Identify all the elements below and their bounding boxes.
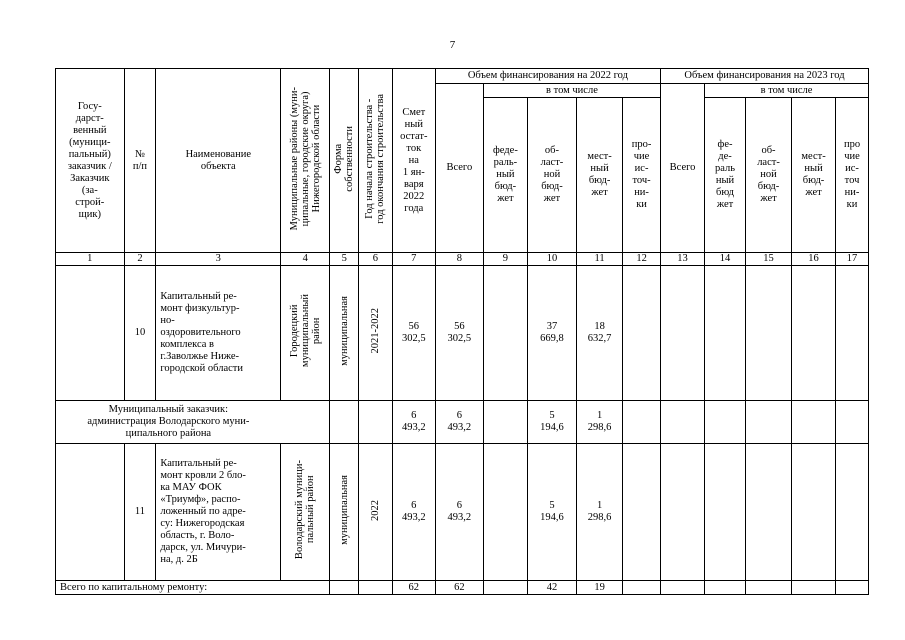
header-ownership: Форма собственности [330,69,359,253]
empty-cell [281,581,330,595]
years: 2021-2022 [359,266,393,401]
empty-cell [483,401,527,444]
total-2022-value: 6 493,2 [435,401,483,444]
local-2022-value: 1 298,6 [577,401,623,444]
totals-row [56,581,869,595]
col-num: 14 [705,253,746,266]
regional-2023-value [745,266,791,401]
total-2022-value: 56 302,5 [435,266,483,401]
col-num: 11 [577,253,623,266]
header-local-2023: мест- ный бюд- жет [792,98,836,253]
empty-cell [745,401,791,444]
table-row [56,266,869,401]
other-2023-value [836,444,869,581]
local-2023-value [792,444,836,581]
table-row [56,444,869,581]
total-2022-total: 62 [435,581,483,595]
col-num: 1 [56,253,125,266]
empty-cell [330,401,359,444]
remaining-total: 62 [392,581,435,595]
regional-2022-value: 37 669,8 [527,266,576,401]
col-num: 16 [792,253,836,266]
page-number: 7 [449,39,456,51]
header-fin-2022: Объем финансирования на 2022 год [435,69,660,84]
col-num: 10 [527,253,576,266]
header-total-2022: Всего [435,84,483,253]
col-num: 2 [124,253,156,266]
federal-2023-value [705,266,746,401]
district: Володарский муници- пальный район [281,444,330,581]
empty-cell [661,401,705,444]
other-2022-value [623,444,661,581]
header-other-2023: про чие ис- точ ни- ки [836,98,869,253]
capital-repair-table [55,68,869,595]
col-num: 5 [330,253,359,266]
local-2023-value [792,266,836,401]
empty-cell [705,581,746,595]
ownership: муниципальная [330,444,359,581]
header-district: Муниципальные районы (муни- ципальные, городские округа) Нижегородской области [281,69,330,253]
other-2023-value [836,266,869,401]
col-num: 8 [435,253,483,266]
header-years: Год начала строительства - год окончания строительства [359,69,393,253]
regional-2022-value: 5 194,6 [527,444,576,581]
header-federal-2023: фе- де- раль ный бюд жет [705,98,746,253]
local-2022-total: 19 [577,581,623,595]
empty-cell [792,581,836,595]
empty-cell [281,401,330,444]
empty-cell [792,401,836,444]
header-regional-2023: об- ласт- ной бюд- жет [745,98,791,253]
header-remaining: Смет ный остат- ток на 1 ян- варя 2022 года [392,69,435,253]
empty-cell [623,581,661,595]
regional-2022-value: 5 194,6 [527,401,576,444]
remaining-value: 6 493,2 [392,444,435,581]
col-num: 12 [623,253,661,266]
header-regional-2022: об- ласт- ной бюд- жет [527,98,576,253]
header-other-2022: про- чие ис- точ- ни- ки [623,98,661,253]
header-customer: Госу- дарст- венный (муници- пальный) заказчик / Заказчик (за- строй- щик) [56,69,125,253]
col-num: 17 [836,253,869,266]
header-incl-2023: в том числе [705,84,869,98]
federal-2022-value [483,266,527,401]
federal-2022-value [483,444,527,581]
regional-2023-value [745,444,791,581]
customer-cell [56,266,125,401]
header-fin-2023: Объем финансирования на 2023 год [661,69,869,84]
col-num: 15 [745,253,791,266]
empty-cell [705,401,746,444]
row-num: 11 [124,444,156,581]
header-federal-2022: феде- раль- ный бюд- жет [483,98,527,253]
col-num: 3 [156,253,281,266]
empty-cell [661,581,705,595]
header-num: № п/п [124,69,156,253]
federal-2023-value [705,444,746,581]
empty-cell [359,401,393,444]
total-2022-value: 6 493,2 [435,444,483,581]
header-total-2023: Всего [661,84,705,253]
total-2023-value [661,266,705,401]
local-2022-value: 18 632,7 [577,266,623,401]
ownership: муниципальная [330,266,359,401]
customer-cell [56,444,125,581]
total-2023-value [661,444,705,581]
object-name: Капитальный ре- монт кровли 2 бло- ка МАУ ФОК «Триумф», распо- ложенный по адре- су: Нижегородская область, г. Воло- дарск, ул. Мичури- на, д. 2Б [156,444,281,581]
empty-cell [745,581,791,595]
regional-2022-total: 42 [527,581,576,595]
col-num: 7 [392,253,435,266]
col-num: 13 [661,253,705,266]
object-name: Капитальный ре- монт физкультур- но- оздоровительного комплекса в г.Заволжье Ниже- городской области [156,266,281,401]
col-num: 6 [359,253,393,266]
col-num: 4 [281,253,330,266]
header-local-2022: мест- ный бюд- жет [577,98,623,253]
row-num: 10 [124,266,156,401]
empty-cell [359,581,393,595]
header-object-name: Наименование объекта [156,69,281,253]
header-incl-2022: в том числе [483,84,660,98]
empty-cell [836,581,869,595]
empty-cell [623,401,661,444]
remaining-value: 56 302,5 [392,266,435,401]
totals-label: Всего по капитальному ремонту: [56,581,281,595]
empty-cell [483,581,527,595]
remaining-value: 6 493,2 [392,401,435,444]
col-num: 9 [483,253,527,266]
local-2022-value: 1 298,6 [577,444,623,581]
customer-name: Муниципальный заказчик: администрация Володарского муни- ципального района [56,401,281,444]
district: Городецкий муниципальный район [281,266,330,401]
other-2022-value [623,266,661,401]
empty-cell [836,401,869,444]
years: 2022 [359,444,393,581]
empty-cell [330,581,359,595]
customer-row [56,401,869,444]
column-number-row [56,253,869,266]
